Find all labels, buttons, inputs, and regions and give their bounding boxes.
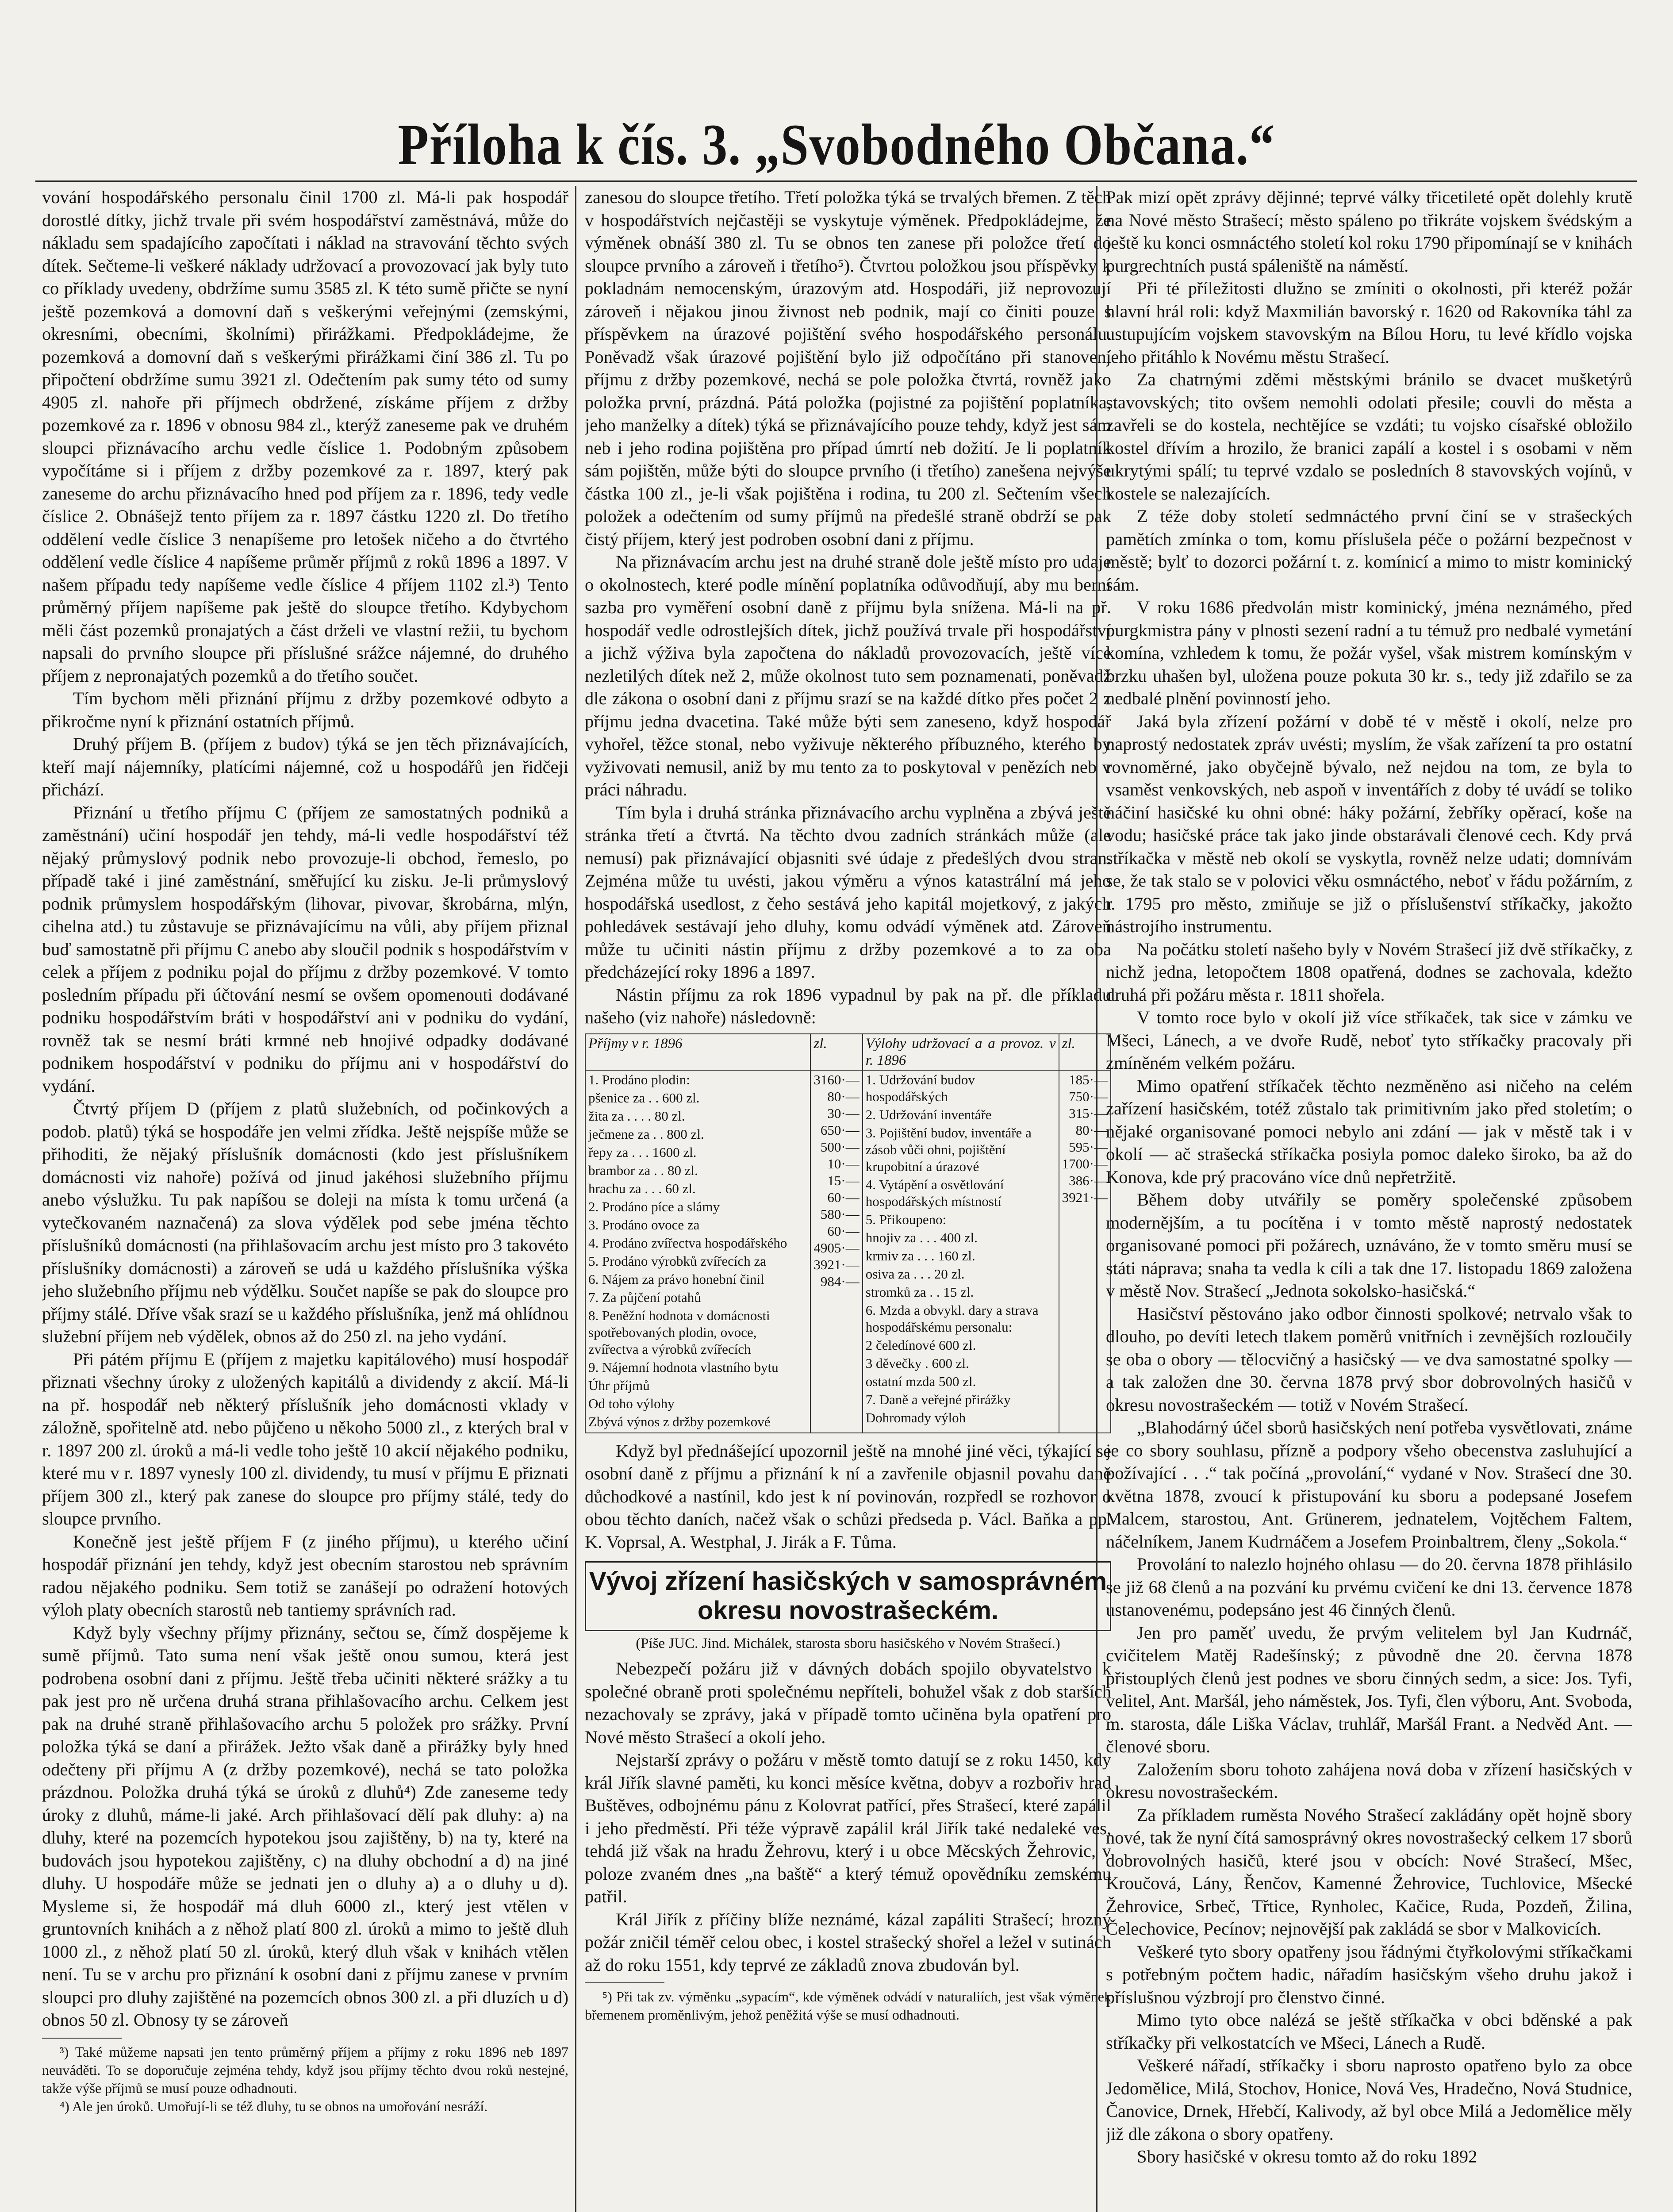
paragraph: Když byl přednášející upozornil ještě na mnohé jiné věci, týkající se osobní daně z příjmu a přiznání k ní a zavřenile objasnil povahu daně důchodkové a nastínil, kdo jest k ní povinován, rozpředl se rozhovor o obou těchto daních, načež však o schůzi předseda p. Václ. Baňka a pp. K. Voprsal, A. Westphal, J. Jirák a F. Tůma.: [585, 1440, 1111, 1552]
table-expense-value: 3921·—: [1062, 1189, 1108, 1205]
table-header-income: Příjmy v r. 1896: [585, 1034, 810, 1070]
paragraph: Nástin příjmu za rok 1896 vypadnul by pak na př. dle příkladu našeho (viz nahoře) následovně:: [585, 984, 1111, 1027]
table-income-value: 3921·—: [813, 1256, 860, 1272]
paragraph: V roku 1686 předvolán mistr kominický, jména neznámého, před purgkmistra pány v plnosti sezení radní a tu témuž pro nedbalé vymetání komína, vzhledem k tomu, že požár vyšel, však mistrem komínským v brzku uhašen byl, uložena pouze pokuta 30 kr. s., tedy již zdařilo se za nedbalé plnění povinností jeho.: [1106, 597, 1632, 708]
paragraph: Během doby utvářily se poměry společenské způsobem modernějším, a tu pocítěna i v tomto městě naprostý nedostatek organisované pomoci při požárech, uznáváno, že v tomto směru musí se státi náprava; snaha ta vedla k cíli a tak dne 17. listopadu 1869 založena v městě Nov. Strašecí „Jednota sokolsko-hasičská.“: [1106, 1190, 1632, 1301]
table-income-item: 5. Prodáno výrobků zvířecích za: [588, 1253, 767, 1269]
footnote: ³) Také můžeme napsati jen tento průměrný příjem a příjmy z roku 1896 neb 1897 neuváděti. To se doporučuje zejména tehdy, když jsou příjmy těchto dvou roků nestejné, takže výše příjmů se musí pouze odhadnouti.: [42, 2043, 568, 2096]
table-expense-value: 1700·—: [1062, 1156, 1108, 1171]
table-income-item: 6. Nájem za právo honební činil: [588, 1271, 764, 1287]
column-2: [585, 186, 1111, 2212]
table-income-item: hrachu za . . . 60 zl.: [588, 1180, 696, 1196]
table-income-item: 2. Prodáno píce a slámy: [588, 1198, 720, 1214]
paragraph: zanesou do sloupce třetího. Třetí položka týká se trvalých břemen. Z těch v hospodářstvích nejčastěji se vyskytuje výměnek. Předpokládejme, že výměnek obnáší 380 zl. Tu se obnos ten zanese při položce třetí do sloupce prvního a zároveň i třetího⁵). Čtvrtou položkou jsou příspěvky k pokladnám nemocenským, úrazovým atd. Hospodáři, již neprovozují zároveň i nějakou jinou živnost neb podnik, mají co činiti pouze s příspěvkem na úrazové pojištění svého hospodářského personálu. Poněvadž však úrazové pojištění bylo již odpočítáno při stanovení příjmu z držby pozemkové, nechá se pole položka čtvrtá, rovněž jako položka první, prázdná. Pátá položka (pojistné za pojištění poplatníka, jeho manželky a dítek) týká se přiznávajícího pouze tehdy, když jest sám neb i jeho rodina pojištěna pro případ úmrtí neb dožití. Je li poplatník sám pojištěn, může býti do sloupce prvního (i třetího) zanešena nejvýše částka 100 zl., je-li však pojištěna i rodina, tu 200 zl. Sečtením všech položek a odečtením od sumy příjmů na předešlé straně obdrží se pak čistý příjem, který jest podroben osobní dani z příjmu.: [585, 187, 1111, 549]
table-income-item: 7. Za půjčení potahů: [588, 1289, 701, 1305]
paragraph: Mimo opatření stříkaček těchto nezměněno asi ničeho na celém zařízení hasičském, totéž zůstalo tak primitivním jako před stoletím; o nějaké organisované pomoci nebylo ani zdání — jak v městě tak i v okolí — ač strašecká stříkačka posiyla pomoc daleko široko, ba až do Konova, kde prý pracováno více dnů nepřetržitě.: [1106, 1075, 1632, 1187]
table-income-value: 80·—: [827, 1088, 860, 1104]
paragraph: Sbory hasičské v okresu tomto až do roku 1892: [1137, 2147, 1477, 2166]
table-expense-value: 315·—: [1069, 1105, 1108, 1121]
paragraph: Nejstarší zprávy o požáru v městě tomto datují se z roku 1450, kdy král Jiřík slavné paměti, ku konci měsíce května, dobyv a rozbořiv hrad Buštěves, odbojnému pánu z Kolovrat patřící, přes Strašecí, které zapálil i jeho předměstí. Při téže výpravě zapálil král Jiřík také nedaleké ves, tehdá již však na hradu Žehrovu, který i u obce Měcských Žehrovic, v poloze zvaném dnes „na baště“ a který témuž opovědníku zemskému patřil.: [585, 1750, 1111, 1906]
table-expense-item: ostatní mzda 500 zl.: [865, 1373, 976, 1389]
table-income-item: 1. Prodáno plodin:: [588, 1071, 690, 1087]
table-income-item: 4. Prodáno zvířectva hospodářského: [588, 1235, 787, 1251]
income-items-cell: [585, 1070, 810, 1433]
table-header-zl: zl.: [810, 1034, 862, 1070]
paragraph: Čtvrtý příjem D (příjem z platů služebních, od počinkových a podob. platů) týká se hospodáře jen velmi zřídka. Ještě nejspíše může se přihoditi, že nějaký příslušník domácnosti (kdo jest příslušníkem domácnosti viz nahoře) požívá od jinud jakéhosi služebního příjmu anebo výslužku. Tu pak napíšou se doleji na místa k tomu určená (a vytečkovaném naznačená) za slova výdělek pod sebe jména těchto příslušníků domácnosti (na přihlašovacím archu jest místo pro 3 takovéto příslušníky domácnosti) a zároveň se udá u každého příslušníka výška jeho služebního příjmu neb výdělku. Součet napíše se pak do sloupce pro příjmy stálé. Dříve však srazí se u každého příslušníka, jenž má ohlídnou služební příjem neb výdělek, obnos až do 250 zl. na jeho vydání.: [42, 1098, 568, 1346]
table-income-item: Zbývá výnos z držby pozemkové: [588, 1413, 771, 1429]
paragraph: vování hospodářského personalu činil 1700 zl. Má-li pak hospodář dorostlé dítky, jichž trvale při svém hospodářství zaměstnává, může do nákladu sem spadajícího započítati i náklad na stravování těchto svých dítek. Sečteme-li veškeré náklady udržovací a provozovací jak byly tuto co příklady uvedeny, obdržíme sumu 3585 zl. K této sumě přičte se nyní ještě pozemková a domovní daň s veškerými veřejnými (zemskými, okresními, obecními, školními) přirážkami. Předpokládejme, že pozemková a domovní daň s veškerými přirážkami činí 386 zl. Tu po připočtení obdržíme sumu 3921 zl. Odečtením pak sumy této od sumy 4905 zl. nahoře při příjmech obdržené, získáme příjem z držby pozemkové za r. 1896 v obnosu 984 zl., kterýž zaneseme pak ve druhém sloupci přiznávacího archu vedle číslice 1. Podobným způsobem vypočítáme si i příjem z držby pozemkové za r. 1897, který pak zaneseme do archu přiznávacího hned pod příjem za r. 1896, tedy vedle číslice 2. Obnášejž tento příjem za r. 1897 částku 1220 zl. Do třetího oddělení vedle číslice 3 nenapíšeme pro letošek ničeho a do čtvrtého oddělení vedle číslice 4 napíšeme průměr příjmů z roků 1896 a 1897. V našem případu tedy napíšeme vedle číslice 4 příjem 1102 zl.³) Tento průměrný příjem napíšeme pak ještě do sloupce třetího. Kdybychom měli část pozemků pronajatých a část drželi ve vlastní režii, tu bychom napsali do prvního sloupce při příslušné srážce nájemné, do druhého příjem z nepronajatých pozemků a do třetího součet.: [42, 187, 568, 686]
column-divider: [575, 186, 576, 2212]
header-rule: [35, 180, 1637, 182]
table-income-value: 30·—: [827, 1105, 860, 1121]
table-income-item: Úhr příjmů: [588, 1377, 650, 1393]
paragraph: Král Jiřík z příčiny blíže neznámé, kázal zapáliti Strašecí; hrozný požár zničil téměř celou obec, i kostel strašecký shořel a ležel v sutinách až do roku 1551, kdy teprvé ze základů znova zbudován byl.: [585, 1909, 1111, 1975]
footnote: ⁴) Ale jen úroků. Umořují-li se též dluhy, tu se obnos na umořování nesráží.: [60, 2098, 488, 2114]
table-expense-item: 4. Vytápění a osvětlování hospodářských místností: [865, 1176, 1004, 1209]
footnotes: [585, 1982, 1111, 2024]
paragraph: Veškeré nářadí, stříkačky i sboru naprosto opatřeno bylo za obce Jedomělice, Milá, Stochov, Honice, Nová Ves, Hradečno, Nová Studnice, Čanovice, Drnek, Hřebčí, Kalivody, až byl obce Milá a Jedomělice měly již dle zákona o sbory opatřeny.: [1106, 2055, 1632, 2144]
paragraph: Přiznání u třetího příjmu C (příjem ze samostatných podniků a zaměstnání) učiní hospodář jen tehdy, má-li vedle hospodářství též nějaký průmyslový podnik nebo provozuje-li obchod, řemeslo, po případě také i jiné zaměstnání, směřující ku zisku. Je-li průmyslový podnik průmyslem hospodářským (lihovar, pivovar, škrobárna, mlýn, cihelna atd.) tu zůstavuje se přiznávajícímu na vůli, aby příjem přiznal buď samostatně při příjmu C anebo aby sloučil podnik s hospodářstvím v celek a příjem z podniku pojal do příjmu z držby pozemkové. V tomto posledním případu při účtování nesmí se ovšem opomenouti dodávané podniku hospodářstvím bráti v hospodářství ani v podniku do vydání, rovněž tak se nesmí bráti krmné neb hnojivé odpadky dodávané podnikem hospodářství v podniku do příjmu ani v hospodářství do vydání.: [42, 802, 568, 1096]
paragraph: Jaká byla zřízení požární v době té v městě i okolí, nelze pro naprostý nedostatek zpráv uvésti; myslím, že však zařízení ta pro ostatní rovnoměrné, jako obyčejně bývalo, než nejdou na tom, ze byla to vsaměst venkovských, neb aspoň v inventářích z doby té uvádí se toliko náčiní hasičské ku ohni obné: háky požární, žebříky opěrací, koše na vodu; hasičské práce tak jako jinde obstarávali členové cech. Kdy prvá stříkačka v městě neb okolí se vyskytla, rovněž nelze udati; domnívám se, že tak stalo se v polovici věku osmnáctého, neboť v řádu požárním, z r. 1795 pro město, zmiňuje se již o příslušenství stříkačky, jakožto nástrojího instrumentu.: [1106, 711, 1632, 936]
table-income-value: 580·—: [820, 1206, 860, 1222]
column-1: [42, 186, 568, 2212]
supplement-title: Příloha k čís. 3. „Svobodného Občana.“: [398, 112, 1275, 177]
paragraph: Nebezpečí požáru již v dávných dobách spojilo obyvatelstvo k společné obraně proti společnému nepříteli, bohužel však z dob starších nezachovaly se zprávy, jaká v případě tomto učiněna byla opatření pro Nové město Strašecí a okolí jeho.: [585, 1659, 1111, 1747]
paragraph: Druhý příjem B. (příjem z budov) týká se jen těch přiznávajících, kteří mají nájemníky, platícími nájemné, což u hospodářů jen řidčeji přichází.: [42, 734, 568, 799]
paragraph: Za chatrnými zděmi městskými bránilo se dvacet mušketýrů stavovských; tito ovšem nemohli odolati přesile; couvli do města a zavřeli se do kostela, nechtějíce se vzdáti; tu vojsko císařské obložilo kostel dřívím a hrozilo, že branici zapálí a kostel i s osobami v něm ukrytými spálí; tu teprvé vzdalo se posledních 8 stavovských vojínů, v kostele se nalezajících.: [1106, 369, 1632, 503]
table-income-value: 60·—: [827, 1189, 860, 1205]
table-income-value: 650·—: [820, 1122, 860, 1138]
paragraph: Pak mizí opět zprávy dějinné; teprvé války třicetileté opět dolehly krutě na Nové město Strašecí; město spáleno po třikráte vojskem švédským a ještě ku konci osmnáctého století kol roku 1790 připomínají se v knihách purgrechtních pustá spáleniště na náměstí.: [1106, 187, 1632, 276]
table-expense-value: 595·—: [1069, 1139, 1108, 1155]
paragraph: Tím bychom měli přiznání příjmu z držby pozemkové odbyto a přikročme nyní k přiznání ostatních příjmů.: [42, 688, 568, 731]
expense-items-cell: [863, 1070, 1059, 1433]
table-income-item: ječmene za . . 800 zl.: [588, 1126, 704, 1142]
table-expense-item: Dohromady výloh: [865, 1409, 966, 1425]
paragraph: Při pátém příjmu E (příjem z majetku kapitálového) musí hospodář přiznati všechny úroky z uložených kapitálů a dividendy z akcií. Má-li na př. hospodář neb některý příslušník jeho domácnosti vklady v záložně, spořitelně atd. nebo půjčeno u někoho 5000 zl., z kterých bral v r. 1897 200 zl. úroků a má-li vedle toho ještě 10 akcií nějakého podniku, které mu v r. 1897 vynesly 100 zl. dividendy, tu musí v příjmu E přiznati příjem 300 zl., který pak zanese do sloupce pro příjmy stálé, tedy do sloupce prvního.: [42, 1349, 568, 1528]
paragraph: Veškeré tyto sbory opatřeny jsou řádnými čtyřkolovými stříkačkami s potřebným počtem hadic, nářadím hasičským všeho druhu jakož i příslušnou výzbrojí pro členstvo činné.: [1106, 1941, 1632, 2007]
table-expense-item: osiva za . . . 20 zl.: [865, 1266, 965, 1282]
footnote-rule: [42, 2038, 122, 2039]
article-byline: (Píše JUC. Jind. Michálek, starosta sboru hasičského v Novém Strašecí.): [636, 1636, 1060, 1651]
table-expense-item: 2 čeledínové 600 zl.: [865, 1337, 976, 1353]
article-title: Vývoj zřízení hasičských v samosprávném okresu novostrašeckém.: [585, 1561, 1111, 1631]
paragraph: Při té příležitosti dlužno se zmíniti o okolnosti, při kteréž požár hlavní hrál roli: když Maxmilián bavorský r. 1620 od Rakovníka táhl za ustupujícím vojskem stavovským na Bílou Horu, tu levé křídlo vojska jeho přitáhlo k Novému městu Strašecí.: [1106, 278, 1632, 367]
table-income-item: řepy za . . . 1600 zl.: [588, 1144, 697, 1160]
table-expense-value: 80·—: [1075, 1122, 1108, 1138]
paragraph: Provolání to nalezlo hojného ohlasu — do 20. června 1878 přihlásilo se již 68 členů a na pozvání ku prvému cvičení ke dni 13. července 1878 ustanovenému, podepsáno jest 46 činných členů.: [1106, 1554, 1632, 1620]
income-expense-table: [585, 1033, 1111, 1433]
table-expense-item: 7. Daně a veřejné přirážky: [865, 1391, 1011, 1407]
income-values-cell: [810, 1070, 862, 1433]
footnote: ⁵) Při tak zv. výměnku „sypacím“, kde výměnek odvádí v naturaliích, jest však výměnek břemenem proměnlivým, jehož peněžitá výše se musí odhadnouti.: [585, 1989, 1111, 2023]
paragraph: Z téže doby století sedmnáctého první činí se v strašeckých pamětích zmínka o tom, komu příslušela péče o požární bezpečnost v městě; bylť to dozorci požární t. z. komínicí a mimo to mistr kominický sám.: [1106, 506, 1632, 595]
table-expense-value: 750·—: [1069, 1088, 1108, 1104]
table-income-value: 984·—: [820, 1273, 860, 1289]
paragraph: Na počátku století našeho byly v Novém Strašecí již dvě stříkačky, z nichž jedna, letopočtem 1808 opatřená, dodnes se zachovala, kdežto druhá při požáru města r. 1811 shořela.: [1106, 939, 1632, 1005]
table-income-value: 3160·—: [813, 1071, 860, 1087]
table-income-item: 9. Nájemní hodnota vlastního bytu: [588, 1359, 779, 1375]
table-expense-item: 1. Udržování budov hospodářských: [865, 1071, 975, 1104]
paragraph: Hasičství pěstováno jako odbor činnosti spolkové; netrvalo však to dlouho, po devíti letech tlakem poměrů vnitřních i zevnějších rozloučily se oba o obory — tělocvičný a hasičský — ve dva samostatné spolky — a tak založen dne 30. června 1878 prvý sbor dobrovolných hasičů v okresu novostrašeckém — totiž v Novém Strašecí.: [1106, 1303, 1632, 1415]
paragraph: Jen pro paměť uvedu, že prvým velitelem byl Jan Kudrnáč, cvičitelem Matěj Radešínský; z původně dne 20. června 1878 přistouplých členů jest podnes ve sboru činných sedm, a sice: Jos. Tyfi, velitel, Ant. Maršál, jeho náměstek, Jos. Tyfi, člen výboru, Ant. Svoboda, m. starosta, dále Liška Václav, truhlář, Maršál Frant. a Nedvěd Ant. — členové sboru.: [1106, 1622, 1632, 1756]
table-income-value: 4905·—: [813, 1240, 860, 1256]
paragraph: Mimo tyto obce nalézá se ještě stříkačka v obci bděnské a pak stříkačky při velkostatcích ve Mšeci, Lánech a Rudě.: [1106, 2010, 1632, 2053]
table-income-item: pšenice za . . 600 zl.: [588, 1090, 700, 1106]
footnotes: [42, 2038, 568, 2116]
column-3: [1106, 186, 1632, 2212]
table-expense-item: hnojiv za . . . 400 zl.: [865, 1229, 978, 1245]
paragraph: Za příkladem ruměsta Nového Strašecí zakládány opět hojně sbory nové, tak že nyní čítá samosprávný okres novostrašecký celkem 17 sborů dobrovolných hasičů, které jsou v obcích: Nové Strašecí, Mšec, Kroučová, Lány, Řenčov, Kamenné Žehrovice, Tuchlovice, Mšecké Žehrovice, Srbeč, Třtice, Rynholec, Kačice, Ruda, Pozdeň, Žilina, Čelechovice, Pecínov; nejnovější pak zakládá se sbor v Malkovicích.: [1106, 1805, 1632, 1939]
table-expense-item: 3 děvečky . 600 zl.: [865, 1355, 969, 1371]
table-income-item: 3. Prodáno ovoce za: [588, 1217, 700, 1233]
table-expense-item: 5. Přikoupeno:: [865, 1211, 947, 1227]
paragraph: Založením sboru tohoto zahájena nová doba v zřízení hasičských v okresu novostrašeckém.: [1106, 1759, 1632, 1802]
table-header-zl: zl.: [1059, 1034, 1111, 1070]
table-income-value: 15·—: [827, 1172, 860, 1188]
table-income-item: Od toho výlohy: [588, 1395, 675, 1411]
table-expense-item: 2. Udržování inventáře: [865, 1106, 992, 1122]
table-expense-item: krmiv za . . . 160 zl.: [865, 1248, 975, 1263]
table-income-item: 8. Peněžní hodnota v domácnosti spotřebovaných plodin, ovoce, zvířectva a výrobků zvířecích: [588, 1307, 770, 1357]
paragraph: Tím byla i druhá stránka přiznávacího archu vyplněna a zbývá ještě stránka třetí a čtvrtá. Na těchto dvou zadních stránkách může (ale nemusí) pak přiznávající objasniti své údaje z předešlých dvou stran. Zejména může tu uvésti, jakou výměru a výnos katastrální má jeho hospodářská usedlost, z čeho sestává jeho kapitál mojetkový, z jakých pohledávek sestávají jeho dluhy, komu odvádí výměnek atd. Zároveň může tu učiniti nástin příjmu z držby pozemkové a to za oba předcházející roky 1896 a 1897.: [585, 802, 1111, 982]
table-expense-item: 3. Pojištění budov, inventáře a zásob vůči ohni, pojištění krupobitní a úrazové: [865, 1125, 1032, 1174]
table-expense-value: 386·—: [1069, 1172, 1108, 1188]
table-income-value: 60·—: [827, 1223, 860, 1239]
table-header-expense: Výlohy udržovací a a provoz. v r. 1896: [863, 1034, 1059, 1070]
paragraph: „Blahodárný účel sborů hasičských není potřeba vysvětlovati, známe je co sbory souhlasu, přízně a podpory všeho obecenstva zasluhující a požívající . . .“ tak počíná „provolání,“ vydané v Nov. Strašecí dne 30. května 1878, zvoucí k přistupování ku sboru a podepsané Josefem Malcem, starostou, Ant. Grünerem, jednatelem, Vojtěchem Faltem, náčelníkem, Janem Kudrnáčem a Josefem Proinbaltrem, členy „Sokola.“: [1106, 1417, 1632, 1551]
table-expense-item: 6. Mzda a obvykl. dary a strava hospodářskému personalu:: [865, 1302, 1039, 1335]
table-expense-item: stromků za . . 15 zl.: [865, 1284, 974, 1300]
expense-values-cell: [1059, 1070, 1111, 1433]
footnote-rule: [585, 1982, 664, 1983]
paragraph: Na přiznávacím archu jest na druhé straně dole ještě místo pro udaje o okolnostech, které podle mínění poplatníka odůvodňují, aby mu berní sazba pro vyměření osobní daně z příjmu byla snížena. Má-li na př. hospodář vedle odrostlejších dítek, jichž používá trvale při hospodářství a jichž výživa byla započtena do nákladů provozovacích, ještě více nezletilých dítek než 2, může okolnost tuto sem poznamenati, poněvadž dle zákona o osobní dani z příjmu srazí se na každé dítko přes počet 2 z příjmu jedna dvacetina. Také může býti sem zaneseno, když hospodář vyhořel, těžce stonal, nebo vyživuje některého příbuzného, kterého by vyživovati nemusil, aniž by mu tento za to poskytoval v penězích neb v práci náhradu.: [585, 552, 1111, 799]
table-income-item: žita za . . . . 80 zl.: [588, 1108, 685, 1124]
paragraph: V tomto roce bylo v okolí již více stříkaček, tak sice v zámku ve Mšeci, Lánech, a ve dvoře Rudě, neboť tyto stříkačky pracovaly při zmíněném velkém požáru.: [1106, 1007, 1632, 1073]
table-expense-value: 185·—: [1069, 1071, 1108, 1087]
table-income-value: 10·—: [827, 1156, 860, 1171]
table-income-value: 500·—: [820, 1139, 860, 1155]
paragraph: Konečně jest ještě příjem F (z jiného příjmu), u kterého učiní hospodář přiznání jen tehdy, když jest obecním starostou neb správním radou nějakého podniku. Sem totiž se zanášejí po odražení hotových výloh platy obecních starostů neb tantiemy správních rad.: [42, 1531, 568, 1620]
table-income-item: brambor za . . 80 zl.: [588, 1162, 698, 1178]
paragraph: Když byly všechny příjmy přiznány, sečtou se, čímž dospějeme k sumě příjmů. Tato suma není však ještě onou sumou, která jest podrobena osobní dani z příjmu. Ještě třeba učiniti některé srážky a tu pak jest pro ně určena druhá strana přihlašovacího archu. Celkem jest pak na druhé straně přihlašovacího archu 5 položek pro srážky. První položka týká se daní a přirážek. Ježto však daně a přirážky byly hned odečteny při příjmu A (z držby pozemkové), nechá se tato položka prázdnou. Položka druhá týká se úroků z dluhů⁴) Zde zaneseme tedy úroky z dluhů, máme-li jaké. Arch přihlašovací dělí pak dluhy: a) na dluhy, které na pozemcích hypotekou jsou zajištěny, b) na ty, které na budovách jsou hypotekou zajištěny, c) na dluhy obchodní a d) na jiné dluhy. U hospodáře může se jednati jen o dluhy a) a o dluhy u d). Mysleme si, že hospodář má dluh 6000 zl., který jest vtělen v gruntovních knihách a z něhož platí 800 zl. úroků a mimo to ještě dluh 1000 zl., z něhož platí 50 zl. úroků, který dluh však v knihách vtělen není. Tu se v archu pro přiznání k osobní dani z příjmu zanese v prvním sloupci pro dluhy zajištěné na pozemcích obnos 300 zl. a při dluzích u d) obnos 50 zl. Obnosy ty se zároveň: [42, 1622, 568, 2030]
